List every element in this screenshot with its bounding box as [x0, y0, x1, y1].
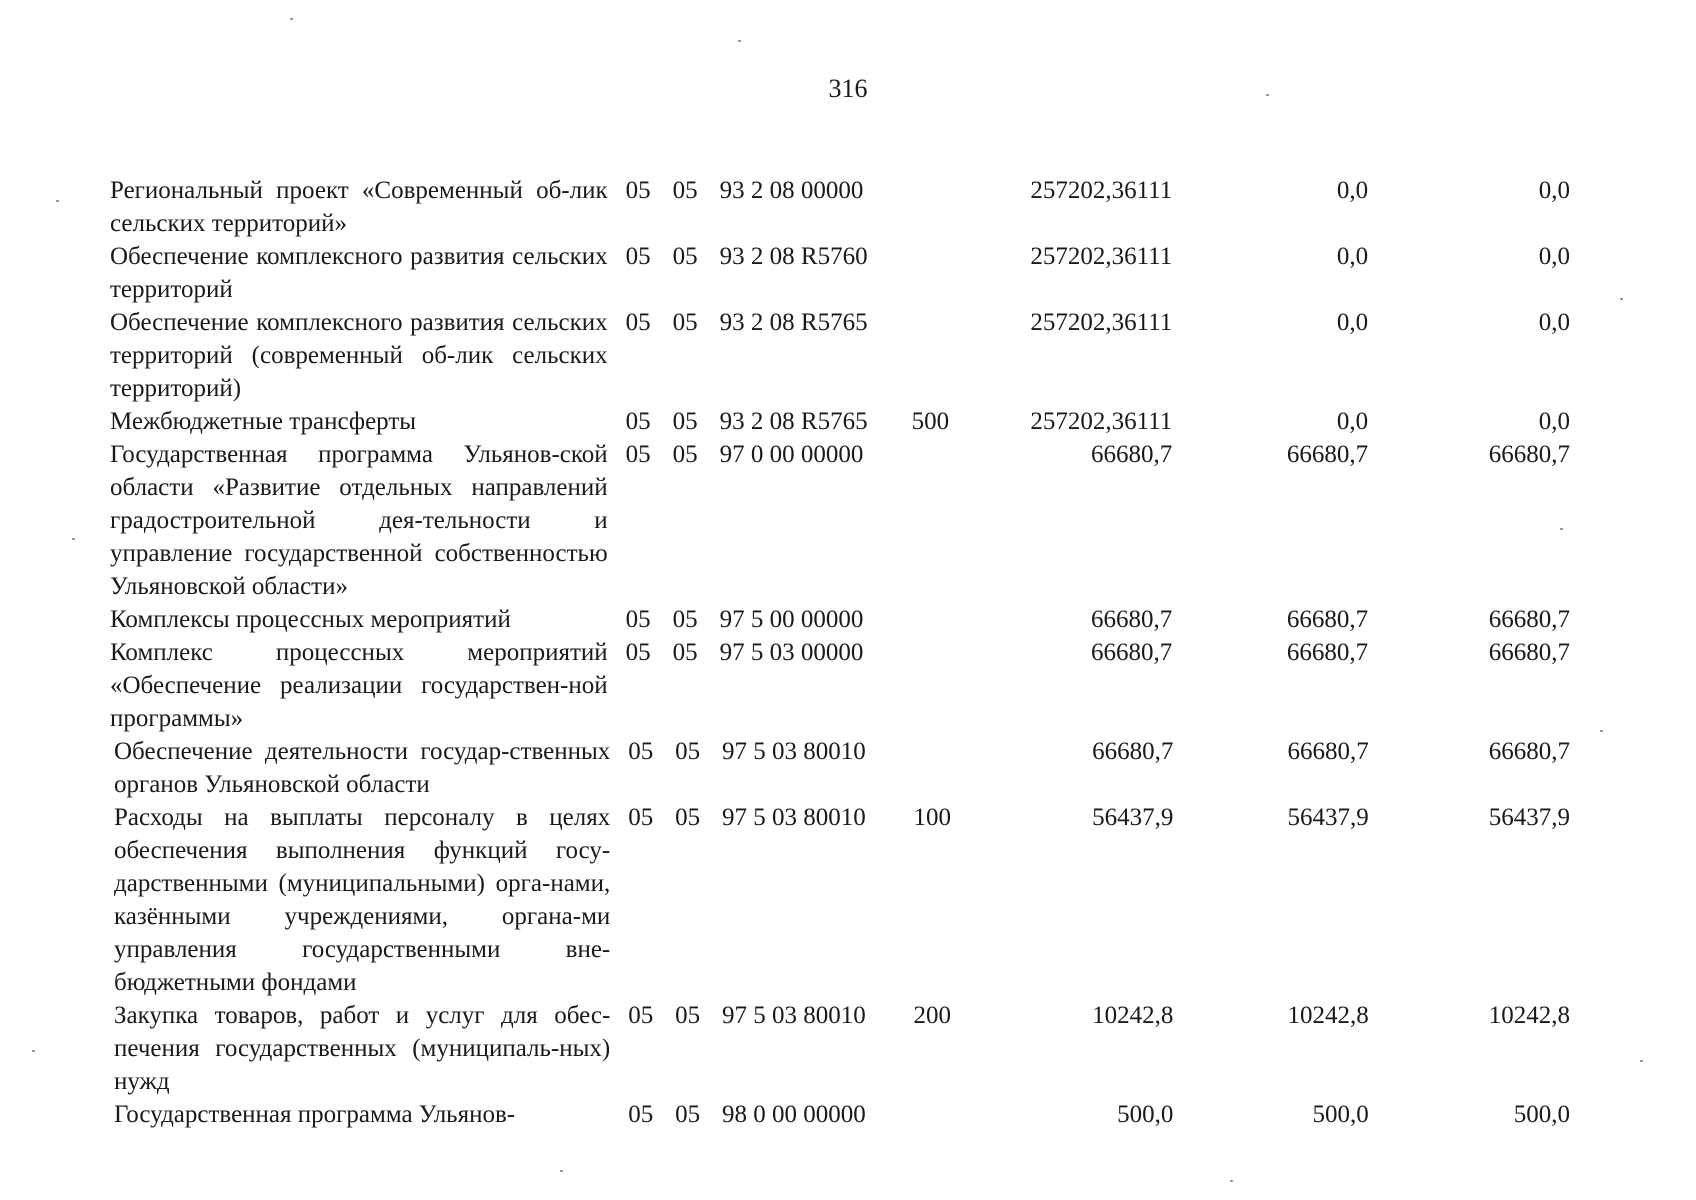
row-amount-2: 66680,7	[1286, 639, 1369, 666]
row-section-code: 05	[625, 177, 651, 204]
row-section-code: 05	[625, 243, 651, 270]
row-subsection-code: 05	[672, 309, 698, 336]
row-name: Комплекс процессных мероприятий «Обеспечение реализации государствен-ной программы»	[110, 639, 608, 732]
row-amount-3: 500,0	[1513, 1101, 1570, 1128]
row-amount-2: 66680,7	[1286, 606, 1369, 633]
row-subsection-code: 05	[675, 804, 701, 831]
row-amount-3: 66680,7	[1488, 441, 1570, 468]
row-name: Обеспечение комплексного развития сельских территорий	[110, 243, 608, 303]
row-amount-2: 500,0	[1312, 1101, 1369, 1128]
row-name: Расходы на выплаты персоналу в целях обеспечения выполнения функций госу-дарственными (муниципальными) орга-нами, казёнными учреждениями, органа-ми управления государственными вне-бюджетными фондами	[114, 804, 611, 996]
scan-speck	[1266, 94, 1269, 96]
row-target-article-code: 97 0 00 00000	[719, 441, 864, 468]
row-amount-3: 66680,7	[1488, 606, 1570, 633]
scan-speck	[290, 18, 293, 20]
row-amount-1: 66680,7	[1091, 441, 1173, 468]
row-target-article-code: 97 5 03 80010	[722, 804, 866, 831]
row-name: Государственная программа Ульянов-	[114, 1101, 516, 1128]
row-section-code: 05	[625, 639, 651, 666]
row-amount-1: 257202,36111	[1030, 243, 1173, 270]
row-name: Обеспечение комплексного развития сельских территорий (современный об-лик сельских территорий)	[110, 309, 608, 402]
row-name: Закупка товаров, работ и услуг для обес-печения государственных (муниципаль-ных) нужд	[114, 1002, 611, 1095]
row-amount-1: 10242,8	[1092, 1002, 1174, 1029]
table-row	[114, 1098, 1570, 1131]
row-amount-2: 10242,8	[1287, 1002, 1369, 1029]
row-name: Региональный проект «Современный об-лик сельских территорий»	[110, 177, 608, 237]
table-row	[114, 735, 1570, 801]
budget-table	[110, 174, 1570, 1131]
table-row	[110, 405, 1570, 438]
row-subsection-code: 05	[675, 1101, 701, 1128]
row-amount-3: 0,0	[1538, 408, 1570, 435]
table-row	[110, 240, 1570, 306]
row-amount-3: 0,0	[1538, 177, 1570, 204]
table-row	[114, 801, 1570, 999]
row-amount-1: 66680,7	[1092, 738, 1174, 765]
row-subsection-code: 05	[672, 639, 698, 666]
row-amount-2: 0,0	[1336, 177, 1369, 204]
row-amount-3: 56437,9	[1488, 804, 1570, 831]
scan-speck	[738, 40, 741, 42]
row-amount-2: 56437,9	[1287, 804, 1369, 831]
row-amount-1: 66680,7	[1091, 639, 1173, 666]
row-expense-type-code: 200	[913, 1002, 952, 1029]
row-amount-1: 66680,7	[1091, 606, 1173, 633]
row-subsection-code: 05	[675, 738, 701, 765]
row-amount-2: 0,0	[1336, 408, 1369, 435]
page-number: 316	[828, 74, 868, 103]
row-target-article-code: 93 2 08 00000	[719, 177, 864, 204]
row-subsection-code: 05	[672, 441, 698, 468]
scan-speck	[560, 1170, 563, 1172]
row-amount-2: 66680,7	[1286, 441, 1369, 468]
table-row	[110, 636, 1570, 735]
row-amount-1: 257202,36111	[1030, 309, 1173, 336]
scan-speck	[56, 200, 59, 202]
scan-speck	[1620, 298, 1623, 300]
row-target-article-code: 93 2 08 R5765	[719, 309, 868, 336]
row-target-article-code: 93 2 08 R5765	[719, 408, 868, 435]
row-amount-1: 56437,9	[1092, 804, 1174, 831]
row-subsection-code: 05	[675, 1002, 701, 1029]
row-name: Межбюджетные трансферты	[110, 408, 417, 435]
row-section-code: 05	[625, 408, 651, 435]
row-subsection-code: 05	[672, 606, 698, 633]
scan-speck	[1560, 528, 1563, 530]
scan-speck	[1230, 1180, 1233, 1182]
table-row	[114, 999, 1570, 1098]
row-section-code: 05	[625, 441, 651, 468]
row-section-code: 05	[628, 738, 654, 765]
row-target-article-code: 97 5 03 80010	[722, 1002, 866, 1029]
row-amount-3: 0,0	[1538, 309, 1570, 336]
row-expense-type-code: 100	[913, 804, 952, 831]
scan-speck	[72, 538, 75, 540]
row-target-article-code: 98 0 00 00000	[722, 1101, 866, 1128]
row-name: Комплексы процессных мероприятий	[110, 606, 511, 633]
row-amount-2: 0,0	[1336, 243, 1369, 270]
row-subsection-code: 05	[672, 243, 698, 270]
row-amount-1: 257202,36111	[1030, 408, 1173, 435]
row-amount-3: 10242,8	[1488, 1002, 1570, 1029]
row-target-article-code: 97 5 00 00000	[719, 606, 864, 633]
row-subsection-code: 05	[672, 408, 698, 435]
table-row	[110, 603, 1570, 636]
row-target-article-code: 97 5 03 00000	[719, 639, 864, 666]
row-section-code: 05	[625, 309, 651, 336]
row-section-code: 05	[628, 804, 654, 831]
scan-speck	[1640, 1060, 1643, 1062]
row-name: Обеспечение деятельности государ-ственных органов Ульяновской области	[114, 738, 611, 798]
row-amount-3: 66680,7	[1488, 639, 1570, 666]
table-row	[110, 174, 1570, 240]
table-row	[110, 306, 1570, 405]
row-amount-2: 0,0	[1336, 309, 1369, 336]
row-subsection-code: 05	[672, 177, 698, 204]
row-target-article-code: 97 5 03 80010	[722, 738, 866, 765]
row-amount-1: 500,0	[1117, 1101, 1174, 1128]
scan-speck	[1600, 730, 1603, 732]
scan-speck	[32, 1050, 35, 1052]
row-amount-3: 0,0	[1538, 243, 1570, 270]
row-name: Государственная программа Ульянов-ской области «Развитие отдельных направлений градостроительной дея-тельности и управление государственной собственностью Ульяновской области»	[110, 441, 608, 600]
row-amount-1: 257202,36111	[1030, 177, 1173, 204]
table-row	[110, 438, 1570, 603]
row-section-code: 05	[628, 1002, 654, 1029]
row-section-code: 05	[628, 1101, 654, 1128]
row-expense-type-code: 500	[911, 408, 950, 435]
row-amount-3: 66680,7	[1488, 738, 1570, 765]
row-amount-2: 66680,7	[1287, 738, 1369, 765]
row-section-code: 05	[625, 606, 651, 633]
row-target-article-code: 93 2 08 R5760	[719, 243, 868, 270]
